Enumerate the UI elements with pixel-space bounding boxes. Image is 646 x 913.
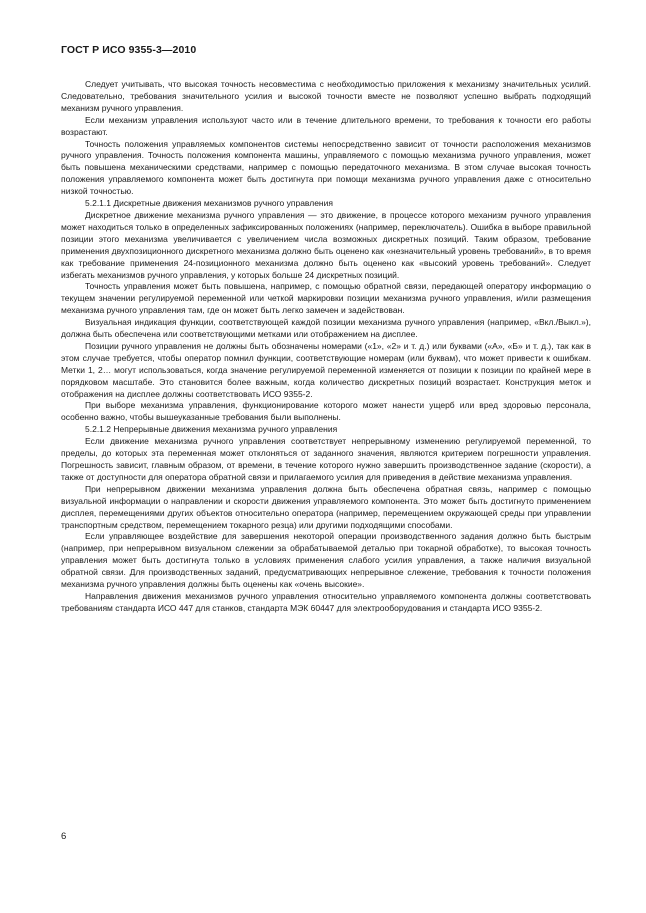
body-text [61,79,591,615]
section-heading: 5.2.1.2 Непрерывные движения механизма ручного управления [85,424,338,435]
paragraph: При непрерывном движении механизма управления должна быть обеспечена обратная связь, например с помощью визуальной информации о направлении и скорости движения управляемого компонента. Это может быть достигнуто применением дисплея, перемещениями других объектов относительно оператора (например, перемещением окружающей среды при управлении транспортным средством, перемещением токарного резца) или другими подходящими способами. [61,483,591,530]
page-number: 6 [61,831,67,842]
paragraph: Если управляющее воздействие для завершения некоторой операции производственного задания должно быть быстрым (например, при непрерывном визуальном слежении за обрабатываемой деталью при токарной обработке), то высокая точность управления может быть достигнута только в условиях применения слабого усилия управления, а также наличия визуальной обратной связи. Для производственных заданий, предусматривающих непрерывное слежение, требования к точности положения механизма ручного управления должны быть оценены как «очень высокие». [61,531,591,590]
paragraph: Точность управления может быть повышена, например, с помощью обратной связи, передающей оператору информацию о текущем значении регулируемой переменной или четкой маркировки позиции механизма ручного управления, и/или размещения механизма ручного управления там, где он может быть легко замечен и задействован. [61,281,591,316]
paragraph: Направления движения механизмов ручного управления относительно управляемого компонента должны соответствовать требованиям стандарта ИСО 447 для станков, стандарта МЭК 60447 для электрооборудования и стандарта ИСО 9355-2. [61,590,591,613]
paragraph: При выборе механизма управления, функционирование которого может нанести ущерб или вред здоровью персонала, особенно важно, чтобы вышеуказанные требования были выполнены. [61,400,591,423]
paragraph: Позиции ручного управления не должны быть обозначены номерами («1», «2» и т. д.) или буквами («А», «Б» и т. д.), так как в этом случае требуется, чтобы оператор помнил функции, соответствующие номерам (или буквам), что может привести к ошибкам. Метки 1, 2… могут использоваться, когда значение регулируемой переменной изменяется от позиции к позиции по крайней мере в порядковом масштабе. Это становится более важным, когда количество дискретных позиций возрастает. Конструкция меток и отображения на дисплее должны соответствовать ИСО 9355-2. [61,340,591,399]
paragraph: Если механизм управления используют часто или в течение длительного времени, то требования к точности его работы возрастают. [61,114,591,137]
paragraph: Дискретное движение механизма ручного управления — это движение, в процессе которого механизм ручного управления может находиться только в определенных зафиксированных положениях (например, переключатель). Ошибка в выборе правильной позиции этого механизма увеличивается с увеличением числа возможных дискретных позиций. Таким образом, требование применения двухпозиционного дискретного механизма должно быть оценено как «незначительный уровень требований», в то время как требование применения 24-позиционного механизма должно быть оценено как «высокий уровень требований». Следует избегать механизмов ручного управления, у которых больше 24 дискретных позиций. [61,209,591,280]
paragraph: Следует учитывать, что высокая точность несовместима с необходимостью приложения к механизму значительных усилий. Следовательно, требования значительного усилия и высокой точности вместе не позволяют успешно выбрать подходящий механизм ручного управления. [61,79,591,113]
paragraph: Точность положения управляемых компонентов системы непосредственно зависит от точности расположения механизмов ручного управления. Точность положения компонента машины, управляемого с помощью механизма ручного управления, может быть повышена механическими средствами, например с помощью передаточного механизма. В этом случае высокая точность положения управляемого компонента может быть достигнута при помощи механизма ручного управления даже с относительно низкой точностью. [61,138,591,197]
paragraph: Если движение механизма ручного управления соответствует непрерывному изменению регулируемой переменной, то пределы, до которых эта переменная может отклоняться от заданного значения, являются критерием погрешности управления. Погрешность зависит, главным образом, от времени, в течение которого нужно завершить производственное задание (скорости), а также от доступности для оператора обратной связи и прилагаемого усилия для приведения в действие механизма управления. [61,436,591,482]
standard-header: ГОСТ Р ИСО 9355-3—2010 [61,44,197,56]
section-heading: 5.2.1.1 Дискретные движения механизмов ручного управления [85,198,333,209]
paragraph: Визуальная индикация функции, соответствующей каждой позиции механизма ручного управления (например, «Вкл./Выкл.»), должна быть обеспечена или соответствующими метками или отображением на дисплее. [61,317,591,340]
